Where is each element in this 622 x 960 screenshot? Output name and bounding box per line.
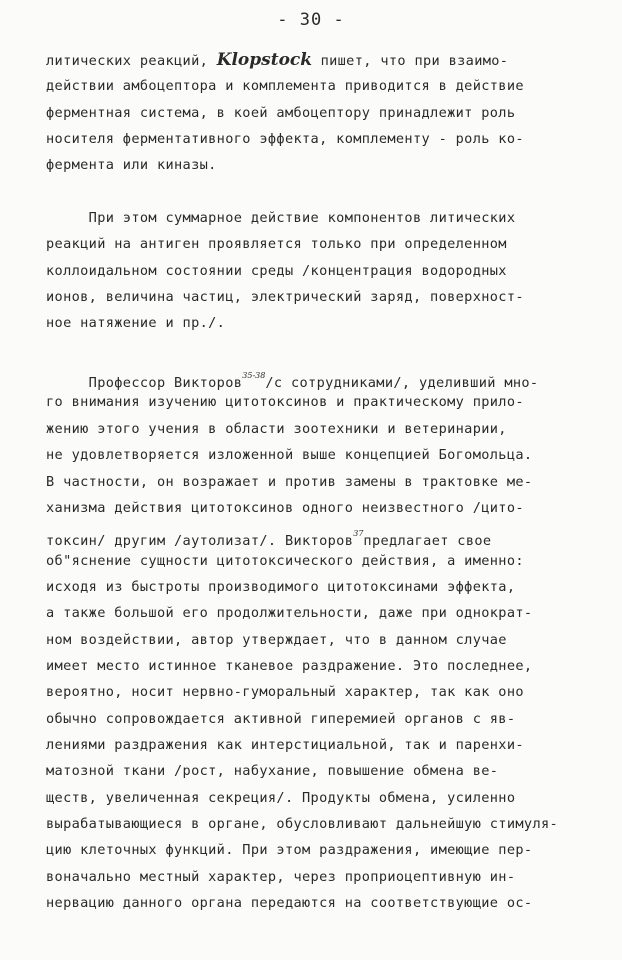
text-line: фермента или киназы. [46,157,217,174]
text-line: вероятно, носит нервно-гуморальный характер, так как оно [46,684,524,701]
text-line: реакций на антиген проявляется только при определенном [46,236,507,253]
text-line [46,363,586,392]
text-line: воначально местный характер, через проприоцептивную ин- [46,868,516,885]
blank-line [46,337,586,363]
text-line: ионов, величина частиц, электрический заряд, поверхност- [46,289,524,306]
text-line: имеет место истинное тканевое раздражение. Это последнее, [46,657,533,674]
text-line: матозной ткани /рост, набухание, повышение обмена ве- [46,763,499,780]
text-line: го внимания изучению цитотоксинов и практическому прило- [46,394,524,411]
text-line: исходя из быстроты производимого цитотоксинами эффекта, [46,578,516,595]
text-line: действии амбоцептора и комплемента приводится в действие [46,78,524,95]
text-line: ферментная система, в коей амбоцептору принадлежит роль [46,104,516,121]
line-text: Профессор Викторов [46,375,243,392]
text-line [46,47,586,73]
reference-superscript: 37 [353,529,364,539]
text-line: ном воздействии, автор утверждает, что в данном случае [46,631,507,648]
text-line: ществ, увеличенная секреция/. Продукты обмена, усиленно [46,789,516,806]
line-text-tail: пишет, что при взаимо- [312,53,509,69]
text-line: не удовлетворяется изложенной выше концепцией Богомольца. [46,447,533,464]
line-text: литических реакций, [46,53,217,69]
text-line: жению этого учения в области зоотехники и ветеринарии, [46,420,507,437]
line-text-tail: предлагает свое [363,533,492,550]
text-line [46,521,586,550]
text-line: В частности, он возражает и против замены в трактовке ме- [46,473,533,490]
text-line: носителя ферментативного эффекта, комплементу - роль ко- [46,131,524,148]
text-line: обычно сопровождается активной гиперемией органов с яв- [46,710,516,727]
line-text: токсин/ другим /аутолизат/. Викторов [46,533,354,550]
text-line: При этом суммарное действие компонентов литических [46,210,516,227]
page-number: - 30 - [277,10,345,30]
line-text-tail: /с сотрудниками/, уделивший мно- [265,375,539,392]
handwritten-name: Klopstock [216,50,313,70]
text-line: цию клеточных функций. При этом раздражения, имеющие пер- [46,842,533,859]
text-line: нервацию данного органа передаются на соответствующие ос- [46,895,533,911]
blank-line [46,179,586,205]
text-line: а также большой его продолжительности, даже при однократ- [46,605,533,622]
text-line: ное натяжение и пр./. [46,315,226,332]
text-line: ханизма действия цитотоксинов одного неизвестного /цито- [46,499,524,516]
text-line: об"яснение сущности цитотоксического действия, а именно: [46,552,524,569]
text-line: лениями раздражения как интерстициальной, так и паренхи- [46,736,524,753]
text-line: вырабатывающиеся в органе, обусловливают дальнейшую стимуля- [46,815,559,832]
text-line: коллоидальном состоянии среды /концентрация водородных [46,262,507,279]
body-text [46,47,586,916]
reference-superscript: 35-38 [242,371,266,381]
